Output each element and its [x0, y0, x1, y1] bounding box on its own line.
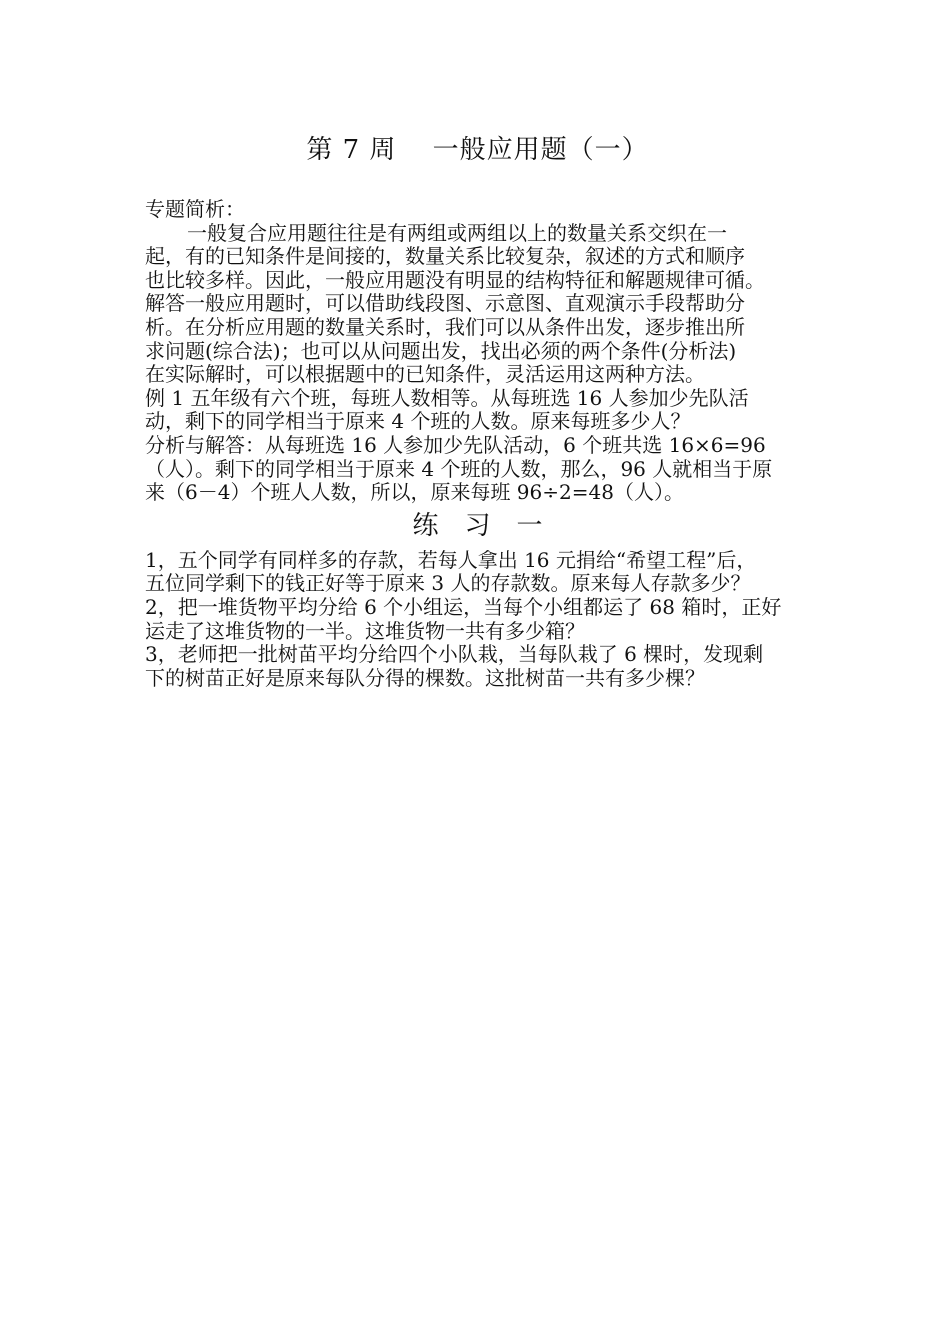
exercise-heading: 练 习 一 — [412, 510, 543, 541]
analysis-answer — [145, 434, 810, 505]
analysis-line: 分析与解答：从每班选 16 人参加少先队活动，6 个班共选 16×6=96 — [145, 432, 766, 457]
example-problem — [145, 387, 810, 434]
page-title: 第 7 周 一般应用题（一） — [306, 135, 649, 165]
intro-line: 起，有的已知条件是间接的，数量关系比较复杂，叙述的方式和顺序 — [145, 244, 745, 269]
intro-line: 析。在分析应用题的数量关系时，我们可以从条件出发，逐步推出所 — [145, 314, 745, 339]
intro-line: 在实际解时，可以根据题中的已知条件，灵活运用这两种方法。 — [145, 362, 705, 387]
example-line: 例 1 五年级有六个班，每班人数相等。从每班选 16 人参加少先队活 — [145, 385, 749, 410]
exercise-line: 2，把一堆货物平均分给 6 个小组运，当每个小组都运了 68 箱时，正好 — [145, 594, 782, 619]
exercise-list — [145, 549, 810, 691]
intro-line: 也比较多样。因此，一般应用题没有明显的结构特征和解题规律可循。 — [145, 267, 765, 292]
analysis-line: （人）。剩下的同学相当于原来 4 个班的人数，那么，96 人就相当于原 — [145, 456, 773, 481]
intro-line: 求问题(综合法)；也可以从问题出发，找出必须的两个条件(分析法) — [145, 338, 737, 363]
section-label: 专题简析： — [145, 197, 245, 221]
example-line: 动，剩下的同学相当于原来 4 个班的人数。原来每班多少人？ — [145, 409, 691, 434]
exercise-line: 五位同学剩下的钱正好等于原来 3 人的存款数。原来每人存款多少？ — [145, 571, 751, 596]
intro-line: 解答一般应用题时，可以借助线段图、示意图、直观演示手段帮助分 — [145, 291, 745, 316]
exercise-line: 1，五个同学有同样多的存款，若每人拿出 16 元捐给“希望工程”后， — [145, 547, 757, 572]
intro-paragraph — [145, 222, 810, 387]
document-page — [145, 132, 810, 690]
intro-line: 一般复合应用题往往是有两组或两组以上的数量关系交织在一 — [187, 220, 727, 245]
exercise-line: 下的树苗正好是原来每队分得的棵数。这批树苗一共有多少棵？ — [145, 665, 705, 690]
exercise-line: 3，老师把一批树苗平均分给四个小队栽，当每队栽了 6 棵时，发现剩 — [145, 642, 764, 667]
analysis-line: 来（6－4）个班人人数，所以，原来每班 96÷2=48（人）。 — [145, 480, 684, 505]
exercise-line: 运走了这堆货物的一半。这堆货物一共有多少箱？ — [145, 618, 585, 643]
